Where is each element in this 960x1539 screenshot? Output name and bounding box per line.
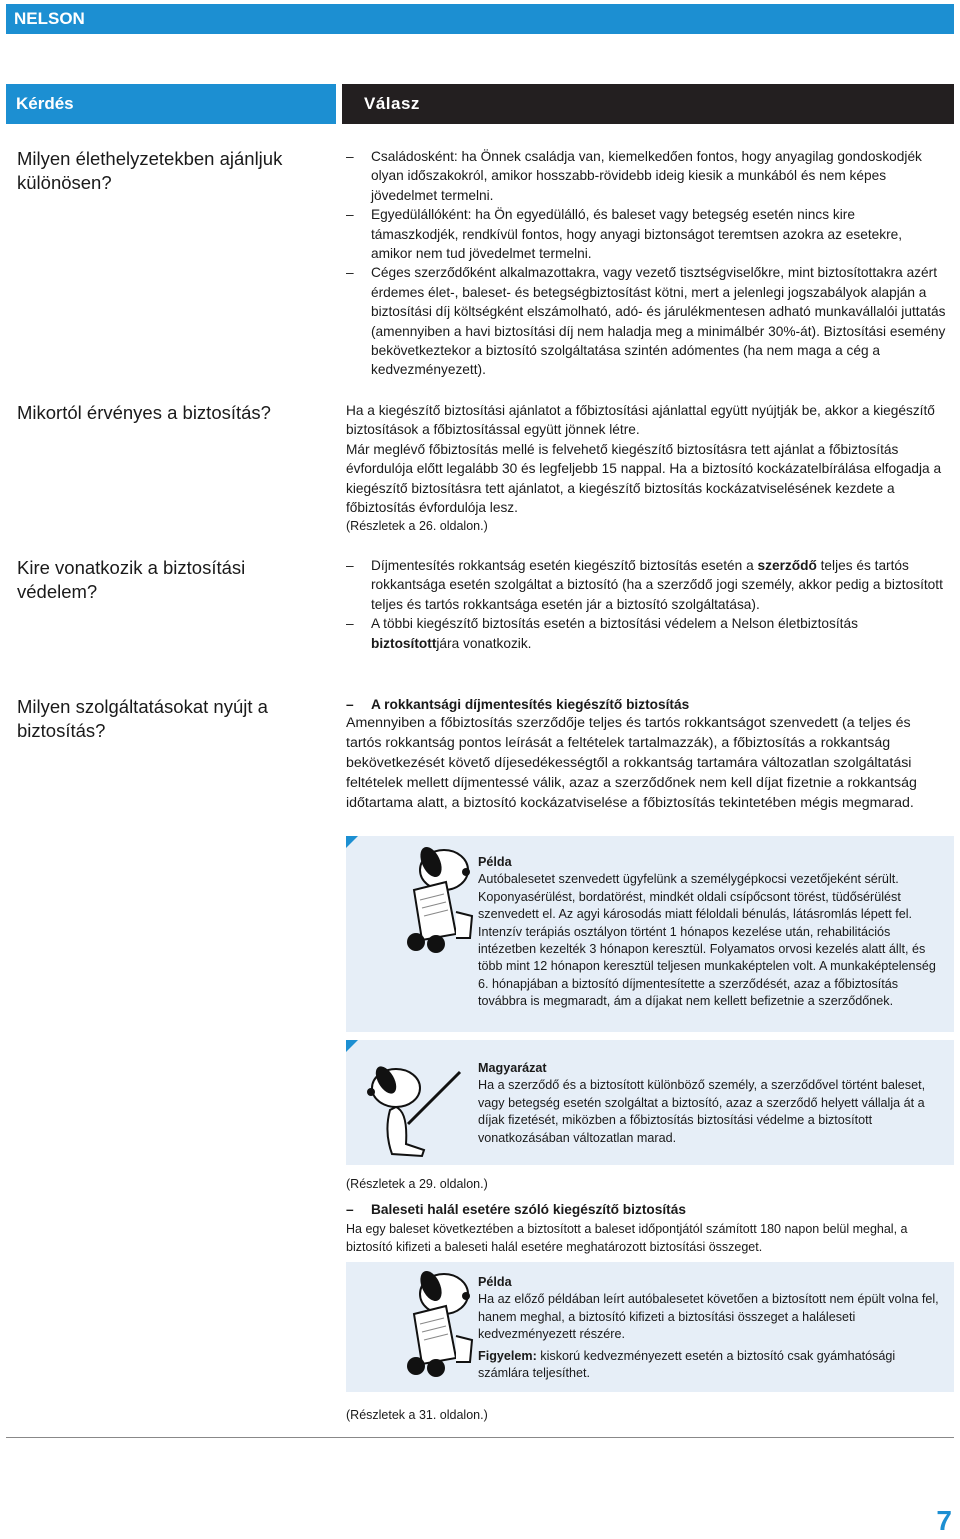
- example-2-title: Példa: [478, 1275, 512, 1289]
- reference-31: (Részletek a 31. oldalon.): [346, 1408, 488, 1422]
- explanation-title: Magyarázat: [478, 1061, 547, 1075]
- example-2-content: [478, 1274, 943, 1382]
- answer-1-bullet-1: – Családosként: ha Önnek családja van, kiemelkedően fontos, hogy anyagilag gondoskodjék olyan időszakokról, amikor hosszabb-rövidebb ideig kiesik a munkából és nem képes jövedelmet termelni.: [346, 147, 946, 205]
- answer-3-b1-text-post: teljes és tartós rokkantsága esetén szolgáltat a biztosító (ha a szerződő jogi személy, akkor pedig a biztosított teljes és tartós rokkantsága esetén jár a biztosító szolgáltatása).: [371, 558, 943, 612]
- question-2: Mikortól érvényes a biztosítás?: [17, 402, 271, 423]
- answer-2-paragraph-1: Ha a kiegészítő biztosítási ajánlatot a főbiztosítási ajánlattal együtt nyújtják be, akkor a kiegészítő biztosítások a főbiztosítással együtt jönnek létre.: [346, 403, 935, 438]
- page-number: 7: [936, 1505, 952, 1536]
- answer-3-b1-text: Díjmentesítés rokkantság esetén kiegészítő biztosítás esetén a: [371, 558, 758, 573]
- example-box-2: [346, 1262, 954, 1392]
- snoopy-reading-icon: [386, 1266, 486, 1378]
- example-1-content: [478, 854, 943, 1011]
- brand-name: NELSON: [14, 9, 85, 28]
- answer-3-b2-bold: biztosított: [371, 635, 437, 651]
- snoopy-reading-icon: [386, 842, 486, 954]
- answer-3-b1-bold: szerződő: [757, 558, 817, 573]
- answer-1-bullet-2: – Egyedülállóként: ha Ön egyedülálló, és baleset vagy betegség esetén nincs kire támaszkodjék, rendkívül fontos, hogy anyagi biztonságot teremtsen azokra az esetekre, amikor nem tud jövedelmet termelni.: [346, 205, 946, 263]
- answer-2-reference: (Részletek a 26. oldalon.): [346, 519, 488, 534]
- snoopy-pointer-icon: [356, 1052, 466, 1162]
- example-2-text: Ha az előző példában leírt autóbalesetet követően a biztosított nem épült volna fel, hanem meghal, a biztosító kifizeti a biztosítási összeget a haláleseti kedvezményezett részére.: [478, 1292, 939, 1342]
- answer-column-label: Válasz: [364, 94, 420, 113]
- answer-3-b2-text: A többi kiegészítő biztosítás esetén a biztosítási védelem a Nelson életbiztosítás: [371, 616, 858, 632]
- explanation-box: [346, 1040, 954, 1165]
- answer-column-header: [342, 84, 954, 124]
- answer-4-body: Amennyiben a főbiztosítás szerződője teljes és tartós rokkantságot szenvedett (a teljes és tartós rokkantság pontos leírását a feltételek tartalmazzák), a főbiztosítás a rokkantság bekövetkezését követő díjesedékességtől a rokkantság tartamára változatlan szolgáltatási feltételek mellett díjmentessé válik, azaz a szerződőnek nem kell díjat fizetnie a rokkantság időtartama alatt, a biztosító kockázatviselése a főbiztosítás tekintetében mégis megmarad.: [346, 715, 917, 811]
- reference-29: (Részletek a 29. oldalon.): [346, 1177, 488, 1191]
- answer-4: [346, 695, 946, 813]
- answer-3-bullet-2: [346, 614, 946, 653]
- warning-note: [478, 1348, 943, 1383]
- example-box-1: [346, 836, 954, 1032]
- answer-4-heading: – A rokkantsági díjmentesítés kiegészítő biztosítás: [346, 695, 946, 714]
- answer-4-continued: [346, 1175, 946, 1257]
- warning-text: kiskorú kedvezményezett esetén a biztosító csak gyámhatósági számlára teljesíthet.: [478, 1348, 896, 1381]
- bottom-divider: [6, 1437, 954, 1438]
- answer-2: [346, 401, 946, 537]
- question-column-label: Kérdés: [16, 94, 74, 113]
- accident-death-heading: – Baleseti halál esetére szóló kiegészítő biztosítás: [346, 1200, 946, 1219]
- question-column-header: [6, 84, 336, 124]
- example-1-text: Autóbalesetet szenvedett ügyfelünk a személygépkocsi vezetőjeként sérült. Koponyasérülést, bordatörést, mindkét oldali csípőcsont törést, tüdősérülést szenvedett el. Az agyi károsodás miatt féloldali bénulás, látásromlás lépett fel. Intenzív terápiás osztályon történt 1 hónapos kezelése után, rehabilitációs intézetben kezelték 3 hónapon keresztül. Folyamatos orvosi kezelés alatt állt, és több mint 12 hónapon keresztül teljesen munkaképtelen volt. A munkaképtelenség 6. hónapjában a biztosító díjmentesítette a szerződését, azaz a főbiztosítás továbbra is megmaradt, ám a díjakat nem kellett befizetnie a szerződőnek.: [478, 872, 936, 1009]
- corner-marker-icon: [346, 1040, 358, 1052]
- accident-death-body: Ha egy baleset következtében a biztosított a baleset időpontjától számított 180 napon belül meghal, a biztosító kifizeti a baleseti halál esetére meghatározott biztosítási összeget.: [346, 1221, 908, 1255]
- example-1-title: Példa: [478, 855, 512, 869]
- question-4: Milyen szolgáltatásokat nyújt a biztosítás?: [17, 696, 268, 741]
- answer-1: [346, 147, 946, 380]
- explanation-content: [478, 1060, 943, 1147]
- brand-header: [6, 4, 954, 34]
- question-3: Kire vonatkozik a biztosítási védelem?: [17, 557, 246, 602]
- answer-3: [346, 556, 946, 653]
- answer-2-paragraph-2: Már meglévő főbiztosítás mellé is felvehető kiegészítő biztosításra tett ajánlat a főbiztosítás évfordulója előtt legalább 30 és legfeljebb 15 nappal. Ha a biztosító kockázatelbírálása elfogadja a kiegészítő biztosításra tett ajánlatot, a kiegészítő biztosítás kockázatviselésének kezdete a főbiztosítás évfordulója lesz.: [346, 441, 942, 516]
- question-1: Milyen élethelyzetekben ajánljuk különösen?: [17, 148, 283, 193]
- answer-1-bullet-3: – Céges szerződőként alkalmazottakra, vagy vezető tisztségviselőkre, mint biztosítottakra azért érdemes élet-, baleset- és betegségbiztosítást kötni, mert a jelenlegi jogszabályok alapján a biztosítási díj költségként elszámolható, adó- és járulékmentesen adható munkavállalói juttatás (amennyiben a havi biztosítási díj nem haladja meg a minimálbér 30%-át). Biztosítási esemény bekövetkeztekor a biztosító szolgáltatása szintén adómentes (ha nem maga a cég a kedvezményezett).: [346, 263, 946, 379]
- explanation-text: Ha a szerződő és a biztosított különböző személy, a szerződővel történt baleset, vagy betegség esetén szolgáltat a biztosító, azaz a szerződő helyett vállalja át a díjak fizetését, miközben a főbiztosítás biztosítási védelme a biztosított vonatkozásában változatlan marad.: [478, 1078, 926, 1145]
- answer-3-b2-text-post: jára vonatkozik.: [436, 635, 532, 651]
- warning-label: Figyelem:: [478, 1348, 537, 1363]
- corner-marker-icon: [346, 836, 358, 848]
- answer-3-bullet-1: [346, 556, 946, 614]
